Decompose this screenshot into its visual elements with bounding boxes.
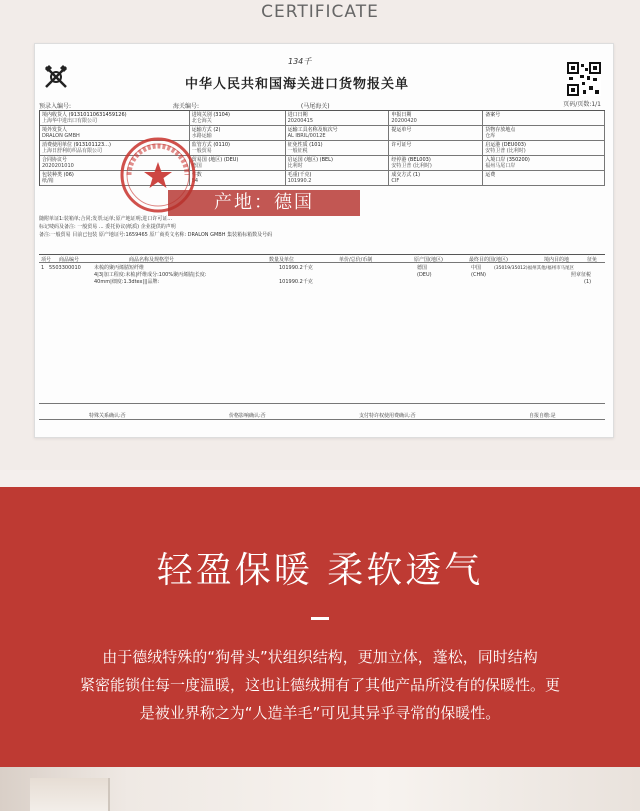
note-line: 随附单证1:装箱单;合同;发票;运单;原产地证明;进口许可证...: [39, 216, 173, 222]
special-relation: 特殊关系确认:否: [89, 413, 126, 419]
description-line: 是被业界称之为“人造羊毛”可见其异乎寻常的保暖性。: [139, 704, 501, 722]
header-line: [39, 101, 430, 110]
column-header: 商品编号: [59, 257, 80, 263]
item-exempt-code: (1): [584, 279, 592, 285]
customs-emblem-icon: [43, 64, 69, 90]
divider: [311, 617, 329, 620]
column-header: 原产国(地区): [414, 257, 443, 263]
grid-cell: 入境口岸 (350200) 福州马尾口岸: [483, 156, 605, 170]
column-header: 征免: [587, 257, 598, 263]
declaration-title: 中华人民共和国海关进口货物报关单: [185, 77, 410, 92]
item-spec: 4|3|加工程度:未梳|纤维成分:100%聚丙烯腈|长度:: [94, 272, 207, 278]
item-domestic: (35019/35012)福州其他/福州市马尾区: [494, 266, 575, 271]
grid-row: [40, 111, 605, 126]
note-line: 标记唛码及备注: 一般贸易 ... 委托协议(纸质) 企业提供的声明: [39, 224, 176, 230]
description-line: 由于德绒特殊的“狗骨头”状组织结构，更加立体，蓬松，同时结构: [102, 648, 538, 666]
grid-cell: 许可证号: [389, 141, 483, 155]
grid-cell: 货物存放地点 仓库: [483, 126, 605, 140]
confirmation-row: [39, 410, 605, 420]
page-number: 页码/页数:1/1: [563, 101, 601, 108]
item-code: 5503300010: [49, 265, 81, 271]
blank-item-area: [39, 294, 605, 404]
customs-no-label: 海关编号:: [172, 103, 199, 110]
item-dest: 中国: [471, 265, 482, 271]
pre-entry-label: 预录入编号:: [39, 103, 72, 110]
grid-cell: 合同协议号 2020201010: [40, 156, 190, 170]
handwritten-note: 134千: [288, 57, 312, 66]
grid-cell: 件数 54: [190, 171, 286, 185]
feature-description: [0, 643, 640, 727]
column-header: 商品名称及规格型号: [129, 257, 175, 263]
item-origin-code: (DEU): [417, 272, 432, 278]
item-name: 未梳的聚丙烯腈短纤维: [94, 265, 145, 271]
item-qty-2: 101990.2千克: [279, 279, 313, 285]
royalty-confirm: 支付特许权使用费确认:否: [359, 413, 416, 419]
grid-cell: 经停港 (BEL003) 安特卫普 (比利时): [389, 156, 483, 170]
grid-cell: 包装种类 (06) 纸/箱: [40, 171, 190, 185]
grid-cell: 启运国 (地区) (BEL) 比利时: [286, 156, 390, 170]
self-declare: 自报自缴:是: [529, 413, 556, 419]
column-header: 境内目的地: [544, 257, 570, 263]
description-line: 紧密能锁住每一度温暖，这也让德绒拥有了其他产品所没有的保暖性。更: [79, 676, 560, 694]
grid-cell: 境内收货人 (91310110631459126) 上海华中进出口有限公司: [40, 111, 190, 125]
grid-cell: 贸易国 (地区) (DEU) 德国: [190, 156, 286, 170]
customs-declaration-document: [34, 43, 614, 438]
column-header: 项号: [41, 257, 52, 263]
grid-cell: 运输方式 (2) 水路运输: [190, 126, 286, 140]
item-no: 1: [41, 265, 45, 271]
grid-cell: 运费: [483, 171, 605, 185]
column-header: 数量及单位: [269, 257, 295, 263]
item-origin: 德国: [417, 265, 428, 271]
grid-cell: 成交方式 (1) CIF: [389, 171, 483, 185]
item-exempt: 照章征税: [571, 272, 592, 278]
feature-headline: 轻盈保暖 柔软透气: [156, 550, 484, 591]
grid-cell: 征免性质 (101) 一般征税: [286, 141, 390, 155]
customs-port: (马尾海关): [300, 103, 330, 110]
grid-cell: 毛重(千克) 101990.2: [286, 171, 390, 185]
price-influence: 价格影响确认:否: [229, 413, 266, 419]
grid-cell: 进境关别 (3104) 北仑海关: [190, 111, 286, 125]
declaration-notes: [39, 215, 605, 239]
grid-cell: 消费使用单位 (913101123...) 上海日舒利纺织品有限公司: [40, 141, 190, 155]
column-header: 单价/总价/币制: [339, 257, 373, 263]
column-header: 最终目的国(地区): [469, 257, 508, 263]
note-line: 备注:一般贸易 目前已包装 原产地证号:1659465 原厂商英文名称: DRALON GMBH 集装箱标箱数及号码: [39, 232, 273, 238]
grid-cell: 境外发货人 DRALON GMBH: [40, 126, 190, 140]
grid-cell: 运输工具名称及航次号 AL IBRIL/0012E: [286, 126, 390, 140]
grid-cell: 申报日期 20200420: [389, 111, 483, 125]
origin-badge: 产地：德国: [168, 190, 360, 216]
grid-cell: 进口日期 20200415: [286, 111, 390, 125]
grid-cell: 监管方式 (0110) 一般贸易: [190, 141, 286, 155]
window-light: [30, 778, 110, 811]
items-header: [39, 254, 605, 263]
item-dest-code: (CHN): [471, 272, 486, 278]
item-spec-2: 40mm|细度:1.3dtex|||品牌:: [94, 279, 160, 285]
grid-cell: 提运单号: [389, 126, 483, 140]
certificate-heading: CERTIFICATE: [261, 2, 379, 22]
grid-cell: 备案号: [483, 111, 605, 125]
qr-code-icon: [567, 62, 601, 96]
item-qty: 101990.2千克: [279, 265, 313, 271]
grid-cell: 启运港 (DEU003) 安特卫普 (比利时): [483, 141, 605, 155]
